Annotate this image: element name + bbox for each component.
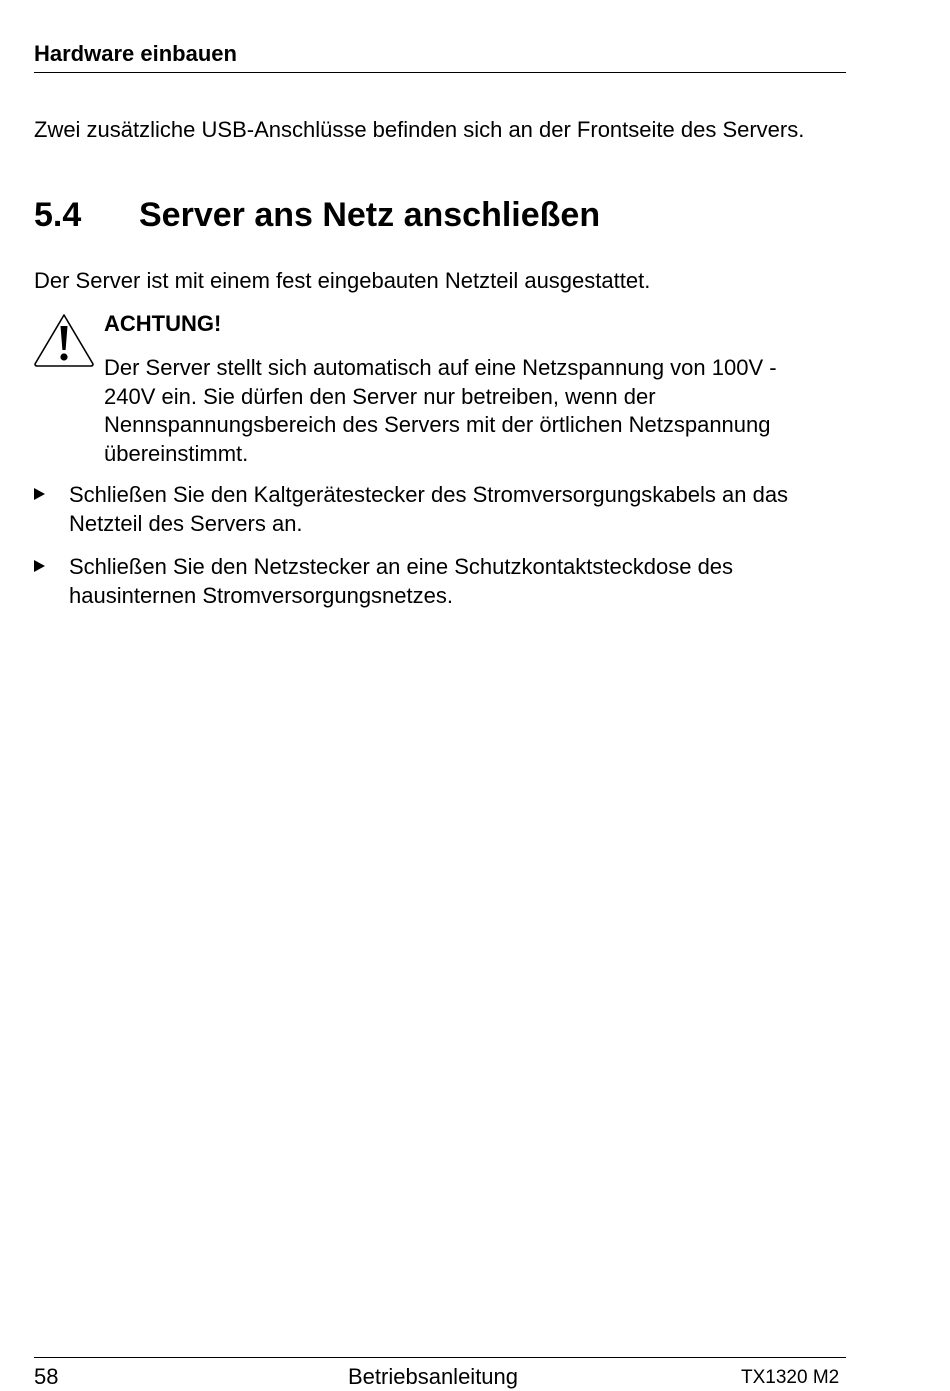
- step-line: Schließen Sie den Kaltgerätestecker des Stromversorgungskabels an das: [69, 482, 789, 507]
- caution-line: übereinstimmt.: [104, 440, 249, 466]
- document-type: Betriebsanleitung: [348, 1364, 519, 1389]
- triangle-bullet-icon: [34, 488, 45, 500]
- intro-paragraph: Zwei zusätzliche USB-Anschlüsse befinden sich an der Frontseite des Servers.: [34, 117, 805, 142]
- caution-title: ACHTUNG!: [104, 311, 222, 336]
- page-number: 58: [34, 1364, 59, 1389]
- header-rule: [34, 72, 846, 73]
- caution-line: 240V ein. Sie dürfen den Server nur betreiben, wenn der: [104, 383, 656, 409]
- step-line: Schließen Sie den Netzstecker an eine Schutzkontaktsteckdose des: [69, 554, 734, 579]
- footer-rule: [34, 1357, 846, 1358]
- running-header: Hardware einbauen: [34, 41, 237, 66]
- step-text: [69, 481, 788, 538]
- step-line: hausinternen Stromversorgungsnetzes.: [69, 582, 453, 608]
- triangle-bullet-icon: [34, 560, 45, 572]
- warning-triangle-icon: [33, 312, 95, 368]
- section-title: Server ans Netz anschließen: [139, 196, 601, 234]
- section-number: 5.4: [34, 196, 82, 234]
- section-heading: [34, 194, 600, 236]
- caution-line: Der Server stellt sich automatisch auf eine Netzspannung von 100V -: [104, 355, 777, 380]
- caution-text: [104, 354, 834, 468]
- lead-paragraph: Der Server ist mit einem fest eingebauten Netzteil ausgestattet.: [34, 268, 651, 293]
- caution-line: Nennspannungsbereich des Servers mit der örtlichen Netzspannung: [104, 412, 771, 437]
- product-name: TX1320 M2: [741, 1367, 840, 1388]
- step-line: Netzteil des Servers an.: [69, 510, 303, 536]
- step-text: [69, 553, 733, 610]
